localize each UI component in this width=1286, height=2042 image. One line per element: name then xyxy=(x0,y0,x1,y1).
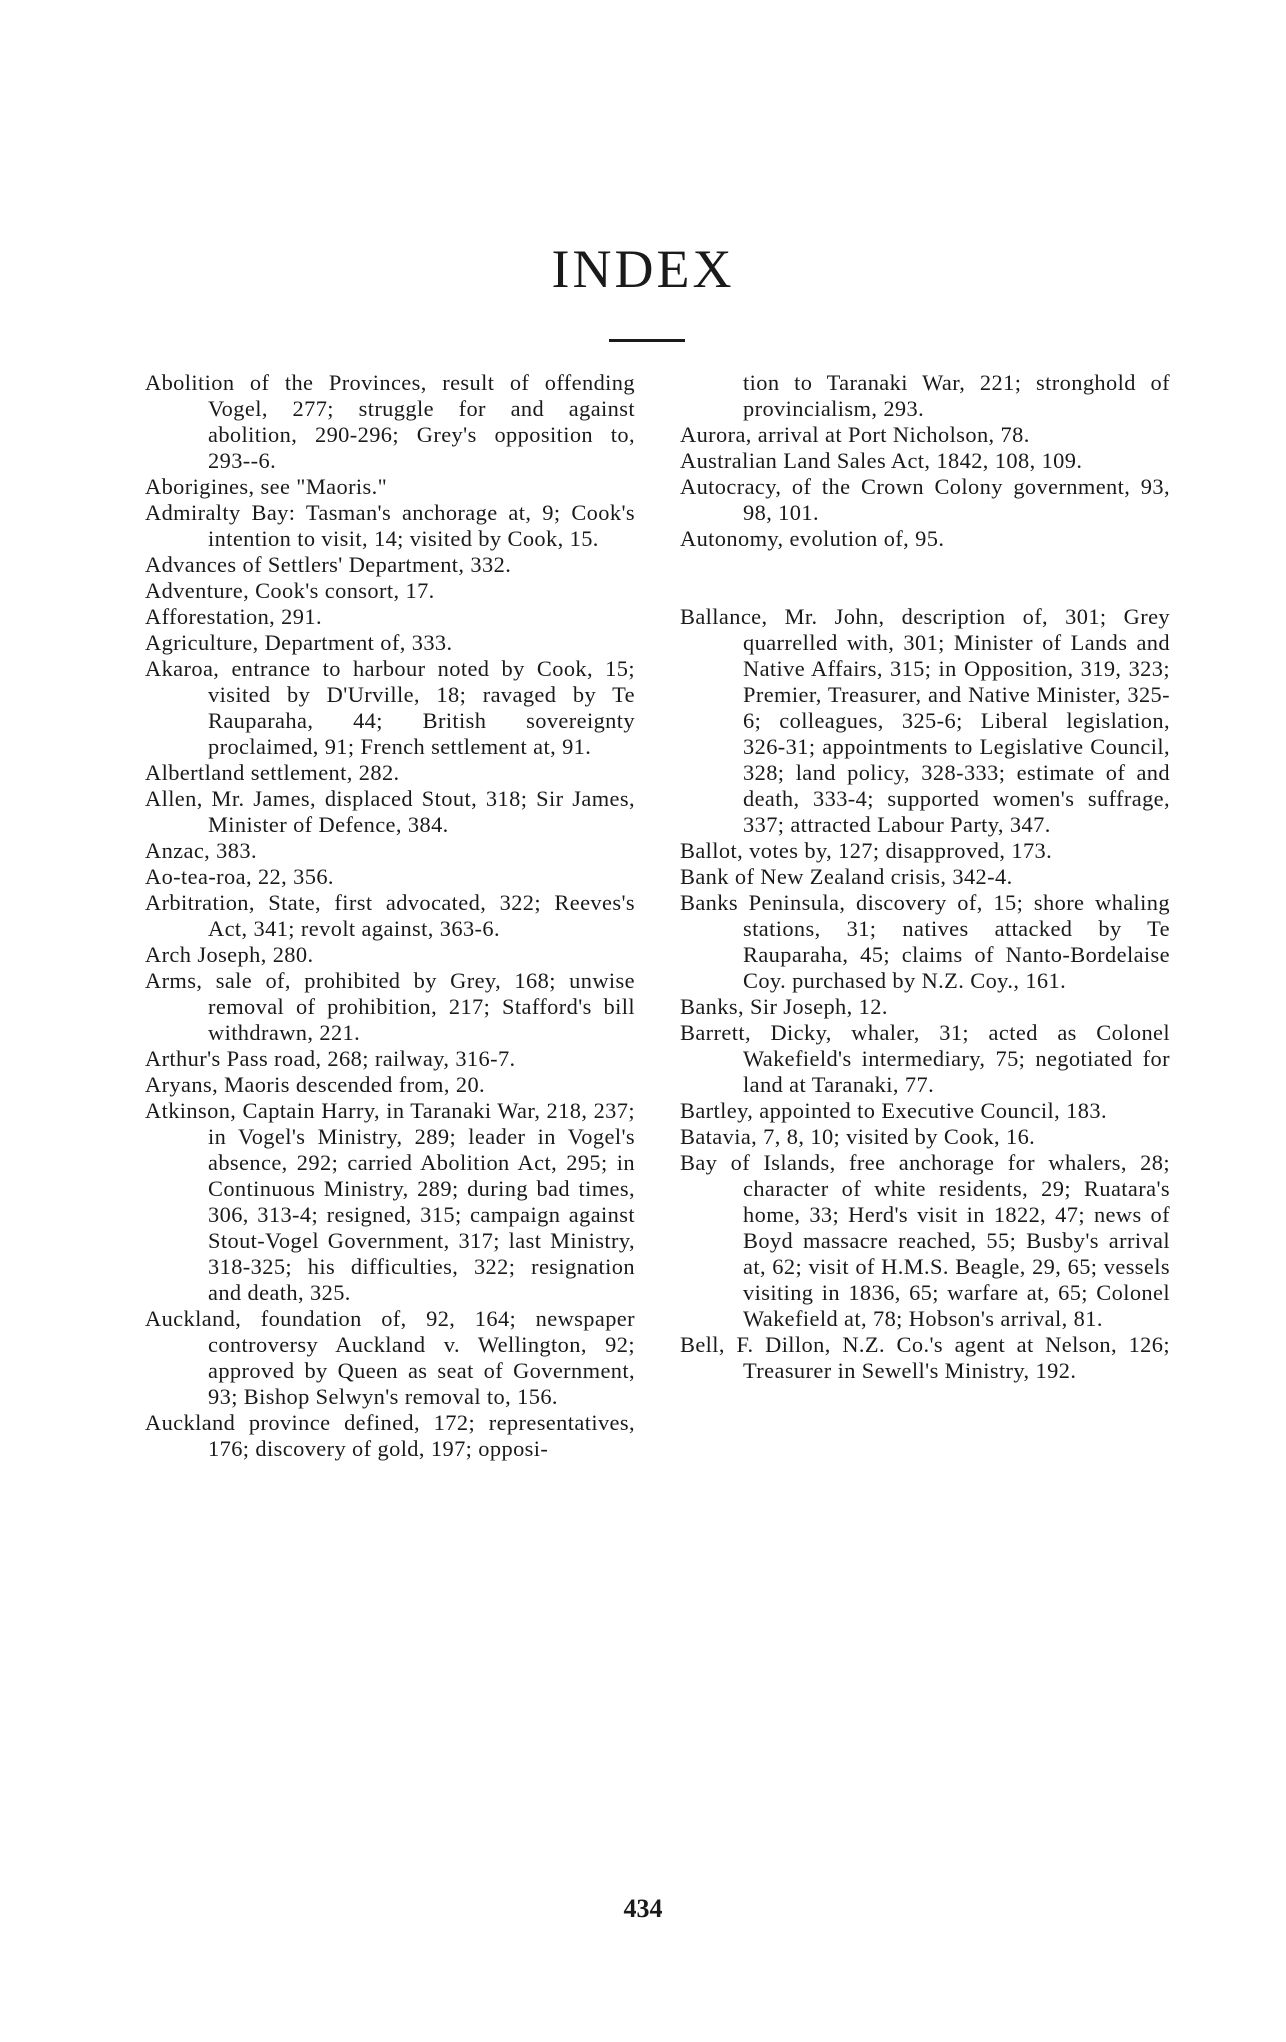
index-entry: Banks Peninsula, discovery of, 15; shore whaling stations, 31; natives attacked by Te Rauparaha, 45; claims of Nanto-Bordelaise Coy. purchased by N.Z. Coy., 161. xyxy=(680,890,1170,993)
index-entry: Arbitration, State, first advocated, 322; Reeves's Act, 341; revolt against, 363-6. xyxy=(145,890,635,941)
index-entry: Aryans, Maoris descended from, 20. xyxy=(145,1072,486,1097)
index-entry: Adventure, Cook's consort, 17. xyxy=(145,578,435,603)
index-entry: Aborigines, see "Maoris." xyxy=(145,474,388,499)
index-entry: Aurora, arrival at Port Nicholson, 78. xyxy=(680,422,1030,447)
index-entry: Afforestation, 291. xyxy=(145,604,322,629)
page-number: 434 xyxy=(623,1894,663,1923)
index-entry: Auckland province defined, 172; representatives, 176; discovery of gold, 197; opposi- xyxy=(145,1410,635,1461)
index-column-left xyxy=(145,370,635,1462)
index-entry: Bay of Islands, free anchorage for whalers, 28; character of white residents, 29; Ruatara's home, 33; Herd's visit in 1822, 47; news of Boyd massacre reached, 55; Busby's arrival at, 62; visit of H.M.S. Beagle, 29, 65; vessels visiting in 1836, 65; warfare at, 65; Colonel Wakefield at, 78; Hobson's arrival, 81. xyxy=(680,1150,1170,1331)
page-title: INDEX xyxy=(551,239,735,299)
index-entry: Atkinson, Captain Harry, in Taranaki War, 218, 237; in Vogel's Ministry, 289; leader in Vogel's absence, 292; carried Abolition Act, 295; in Continuous Ministry, 289; during bad times, 306, 313-4; resigned, 315; campaign against Stout-Vogel Government, 317; last Ministry, 318-325; his difficulties, 322; resignation and death, 325. xyxy=(145,1098,635,1305)
index-entry: Advances of Settlers' Department, 332. xyxy=(145,552,512,577)
index-entry: Abolition of the Provinces, result of offending Vogel, 277; struggle for and against abolition, 290-296; Grey's opposition to, 293--6. xyxy=(145,370,635,473)
index-entry: Agriculture, Department of, 333. xyxy=(145,630,453,655)
index-entry: Batavia, 7, 8, 10; visited by Cook, 16. xyxy=(680,1124,1036,1149)
index-column-right xyxy=(680,370,1170,1384)
title-rule xyxy=(609,339,685,342)
index-entry: Allen, Mr. James, displaced Stout, 318; Sir James, Minister of Defence, 384. xyxy=(145,786,635,837)
index-entry: Bartley, appointed to Executive Council, 183. xyxy=(680,1098,1107,1123)
index-entry: Ballot, votes by, 127; disapproved, 173. xyxy=(680,838,1053,863)
index-entry: Ballance, Mr. John, description of, 301; Grey quarrelled with, 301; Minister of Lands and Native Affairs, 315; in Opposition, 319, 323; Premier, Treasurer, and Native Minister, 325-6; colleagues, 325-6; Liberal legislation, 326-31; appointments to Legislative Council, 328; land policy, 328-333; estimate of and death, 333-4; supported women's suffrage, 337; attracted Labour Party, 347. xyxy=(680,604,1170,837)
index-entry: Arms, sale of, prohibited by Grey, 168; unwise removal of prohibition, 217; Stafford's bill withdrawn, 221. xyxy=(145,968,635,1045)
index-entry: Arch Joseph, 280. xyxy=(145,942,314,967)
index-entry: Admiralty Bay: Tasman's anchorage at, 9; Cook's intention to visit, 14; visited by Cook, 15. xyxy=(145,500,635,551)
index-entry: Banks, Sir Joseph, 12. xyxy=(680,994,888,1019)
index-entry: Autonomy, evolution of, 95. xyxy=(680,526,945,551)
index-entry: Arthur's Pass road, 268; railway, 316-7. xyxy=(145,1046,516,1071)
index-entry: Auckland, foundation of, 92, 164; newspaper controversy Auckland v. Wellington, 92; approved by Queen as seat of Government, 93; Bishop Selwyn's removal to, 156. xyxy=(145,1306,635,1409)
index-entry: Australian Land Sales Act, 1842, 108, 109. xyxy=(680,448,1083,473)
index-entry: Ao-tea-roa, 22, 356. xyxy=(145,864,334,889)
section-gap xyxy=(680,552,1170,604)
index-entry: tion to Taranaki War, 221; stronghold of provincialism, 293. xyxy=(743,370,1170,421)
index-entry: Anzac, 383. xyxy=(145,838,257,863)
index-entry: Albertland settlement, 282. xyxy=(145,760,400,785)
index-entry: Barrett, Dicky, whaler, 31; acted as Colonel Wakefield's intermediary, 75; negotiated for land at Taranaki, 77. xyxy=(680,1020,1170,1097)
index-entry: Bank of New Zealand crisis, 342-4. xyxy=(680,864,1013,889)
index-entry: Akaroa, entrance to harbour noted by Cook, 15; visited by D'Urville, 18; ravaged by Te Rauparaha, 44; British sovereignty proclaimed, 91; French settlement at, 91. xyxy=(145,656,635,759)
index-entry: Bell, F. Dillon, N.Z. Co.'s agent at Nelson, 126; Treasurer in Sewell's Ministry, 192. xyxy=(680,1332,1170,1383)
index-entry: Autocracy, of the Crown Colony government, 93, 98, 101. xyxy=(680,474,1170,525)
